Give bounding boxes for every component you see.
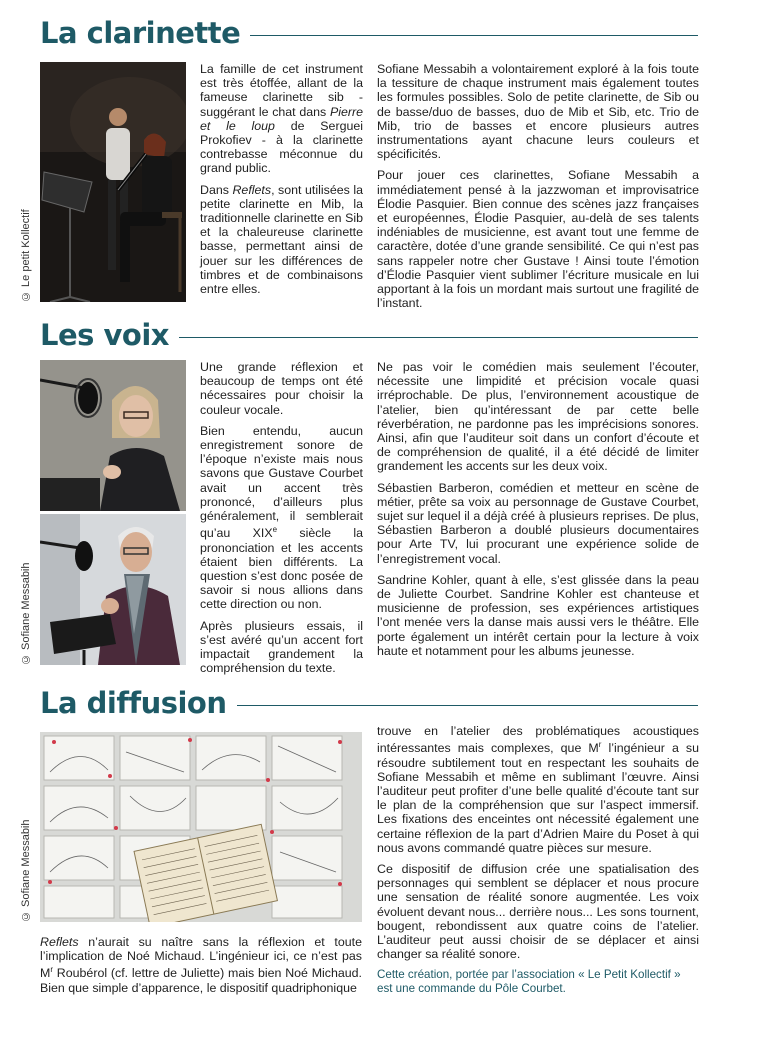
photo-credit-clarinette: © Le petit Kollectif [20, 209, 32, 302]
paragraph: Ce dispositif de diffusion crée une spatialisation des personnages qui semblent se déplacer et nous procure une sensation de réalité sonore augmentée. Les voix évoluent devant nous... derrière nous... Les sons tournent, bougent, rebondissent aux quatre coins de l’atelier. L’auditeur peut aussi choisir de se déplacer et ainsi changer sa réalité sonore. [377, 861, 699, 962]
section-rule [179, 337, 698, 338]
photo-woman-singer [40, 360, 186, 511]
section-header-clarinette [40, 16, 698, 50]
text-column-diffusion-right [377, 724, 699, 1003]
footnote-credit: Cette création, portée par l’association « Le Petit Kollectif » est une commande du Pôle Courbet. [377, 968, 681, 996]
text-column-voix-right [377, 360, 699, 665]
paragraph: La famille de cet instrument est très étoffée, allant de la fameuse clarinette sib - suggérant le chat dans Pierre et le loup de Serguei Prokofiev - à la clarinette contrebasse méconnue du grand public. [200, 62, 363, 176]
photo-credit-voix: © Sofiane Messabih [20, 562, 32, 665]
photo-credit-diffusion: © Sofiane Messabih [20, 819, 32, 922]
text-column-diffusion-left [40, 935, 362, 1002]
section-rule [250, 35, 698, 36]
paragraph: Ne pas voir le comédien mais seulement l’écouter, nécessite une limpidité et précision vocale quasi irréprochable. De plus, l’environnement acoustique de l’atelier, bien qu’intéressant de par cette belle réverbération, ne pardonne pas les imprécisions sonores. Ainsi, afin que l’auditeur soit dans un confort d’écoute et de compréhension de qualité, il a été décidé de limiter grandement les accents sur les deux voix. [377, 360, 699, 474]
paragraph: Dans Reflets, sont utilisées la petite clarinette en Mib, la traditionnelle clarinette en Sib et la chaleureuse clarinette basse, permettant ainsi de jouer sur les différences de timbres et de combinaisons entre elles. [200, 182, 363, 297]
paragraph: Sébastien Barberon, comédien et metteur en scène de métier, prête sa voix au personnage de Gustave Courbet, sujet sur lequel il a déjà créé à plusieurs reprises. De plus, Sébastien Barberon a doublé plusieurs documentaires pour Arte TV, lui procurant une expérience solide de l’enregistrement vocal. [377, 480, 699, 566]
text-column-clarinette-right [377, 62, 699, 317]
photo-diffusion-plans [40, 732, 362, 922]
text-column-voix-left [200, 360, 363, 682]
section-rule [237, 705, 699, 706]
paragraph: Bien entendu, aucun enregistrement sonore de l’époque n’existe mais nous savons que Gustave Courbet avait un accent très prononcé, d’ailleurs plus généralement, il semblerait qu’au XIXe siècle la prononciation et les accents étaient bien différents. La question s’est donc posée de savoir si nous allions dans cette direction ou non. [200, 423, 363, 612]
section-header-voix [40, 318, 698, 352]
section-title-voix: Les voix [40, 318, 169, 352]
section-header-diffusion [40, 686, 698, 720]
photo-clarinet-duo [40, 62, 186, 302]
paragraph: Sandrine Kohler, quant à elle, s’est glissée dans la peau de Juliette Courbet. Sandrine Kohler est chanteuse et musicienne de profession, ses expériences artistiques l’ont menée vers la danse mais aussi vers le théâtre. Elle porte également un intérêt certain pour la lecture à voix haute et notamment pour les albums jeunesse. [377, 572, 699, 658]
paragraph: Reflets n’aurait su naître sans la réflexion et toute l’implication de Noé Michaud. L’ingénieur ici, ce n’est pas $M^r$ Roubérol (cf. lettre de Juliette) mais bien Noé Michaud. Bien que simple d’apparence, le dispositif quadriphonique [40, 935, 362, 995]
section-title-diffusion: La diffusion [40, 686, 227, 720]
section-title-clarinette: La clarinette [40, 16, 241, 50]
paragraph: trouve en l’atelier des problématiques acoustiques intéressantes mais complexes, que $M^r$ l’ingénieur a su résoudre subtilement tout en respectant les souhaits de Sofiane Messabih et même en sublimant l’œuvre. Ainsi l’auditeur peut profiter d’une belle qualité d’écoute tant sur le plan de la compréhension que sur l’aspect immersif. Les fixations des enceintes ont nécessité également une certaine réflexion de la part d’Adrien Maire du Poset à qui nous avons commandé quatre pièces sur mesure. [377, 724, 699, 855]
paragraph: Pour jouer ces clarinettes, Sofiane Messabih a immédiatement pensé à la jazzwoman et improvisatrice Élodie Pasquier. Bien connue des scènes jazz françaises et européennes, Élodie Pasquier, au-delà de ses talents indéniables de musicienne, est avant tout une femme de caractère, dotée d’une grande sensibilité. Ce qui n’est pas sans rappeler notre cher Gustave ! Ainsi toute l’émotion d’Élodie Pasquier vient sublimer l’écriture musicale en lui apportant à la fois un mordant mais surtout une fragilité de l’instant. [377, 168, 699, 311]
paragraph: Après plusieurs essais, il s’est avéré qu’un accent fort impactait grandement la compréhension du texte. [200, 618, 363, 676]
paragraph: Sofiane Messabih a volontairement exploré à la fois toute la tessiture de chaque instrument mais également toutes les formules possibles. Solo de petite clarinette, de Sib ou de basse/duo de basses, duo de Mib et Sib, etc. Trio de Mib, trio de basses et encore plusieurs autres instrumentations ayant chacune leurs couleurs et spécificités. [377, 62, 699, 162]
text-column-clarinette-left [200, 62, 363, 303]
paragraph: Une grande réflexion et beaucoup de temps ont été nécessaires pour choisir la couleur vocale. [200, 360, 363, 417]
photo-man-singer [40, 514, 186, 665]
